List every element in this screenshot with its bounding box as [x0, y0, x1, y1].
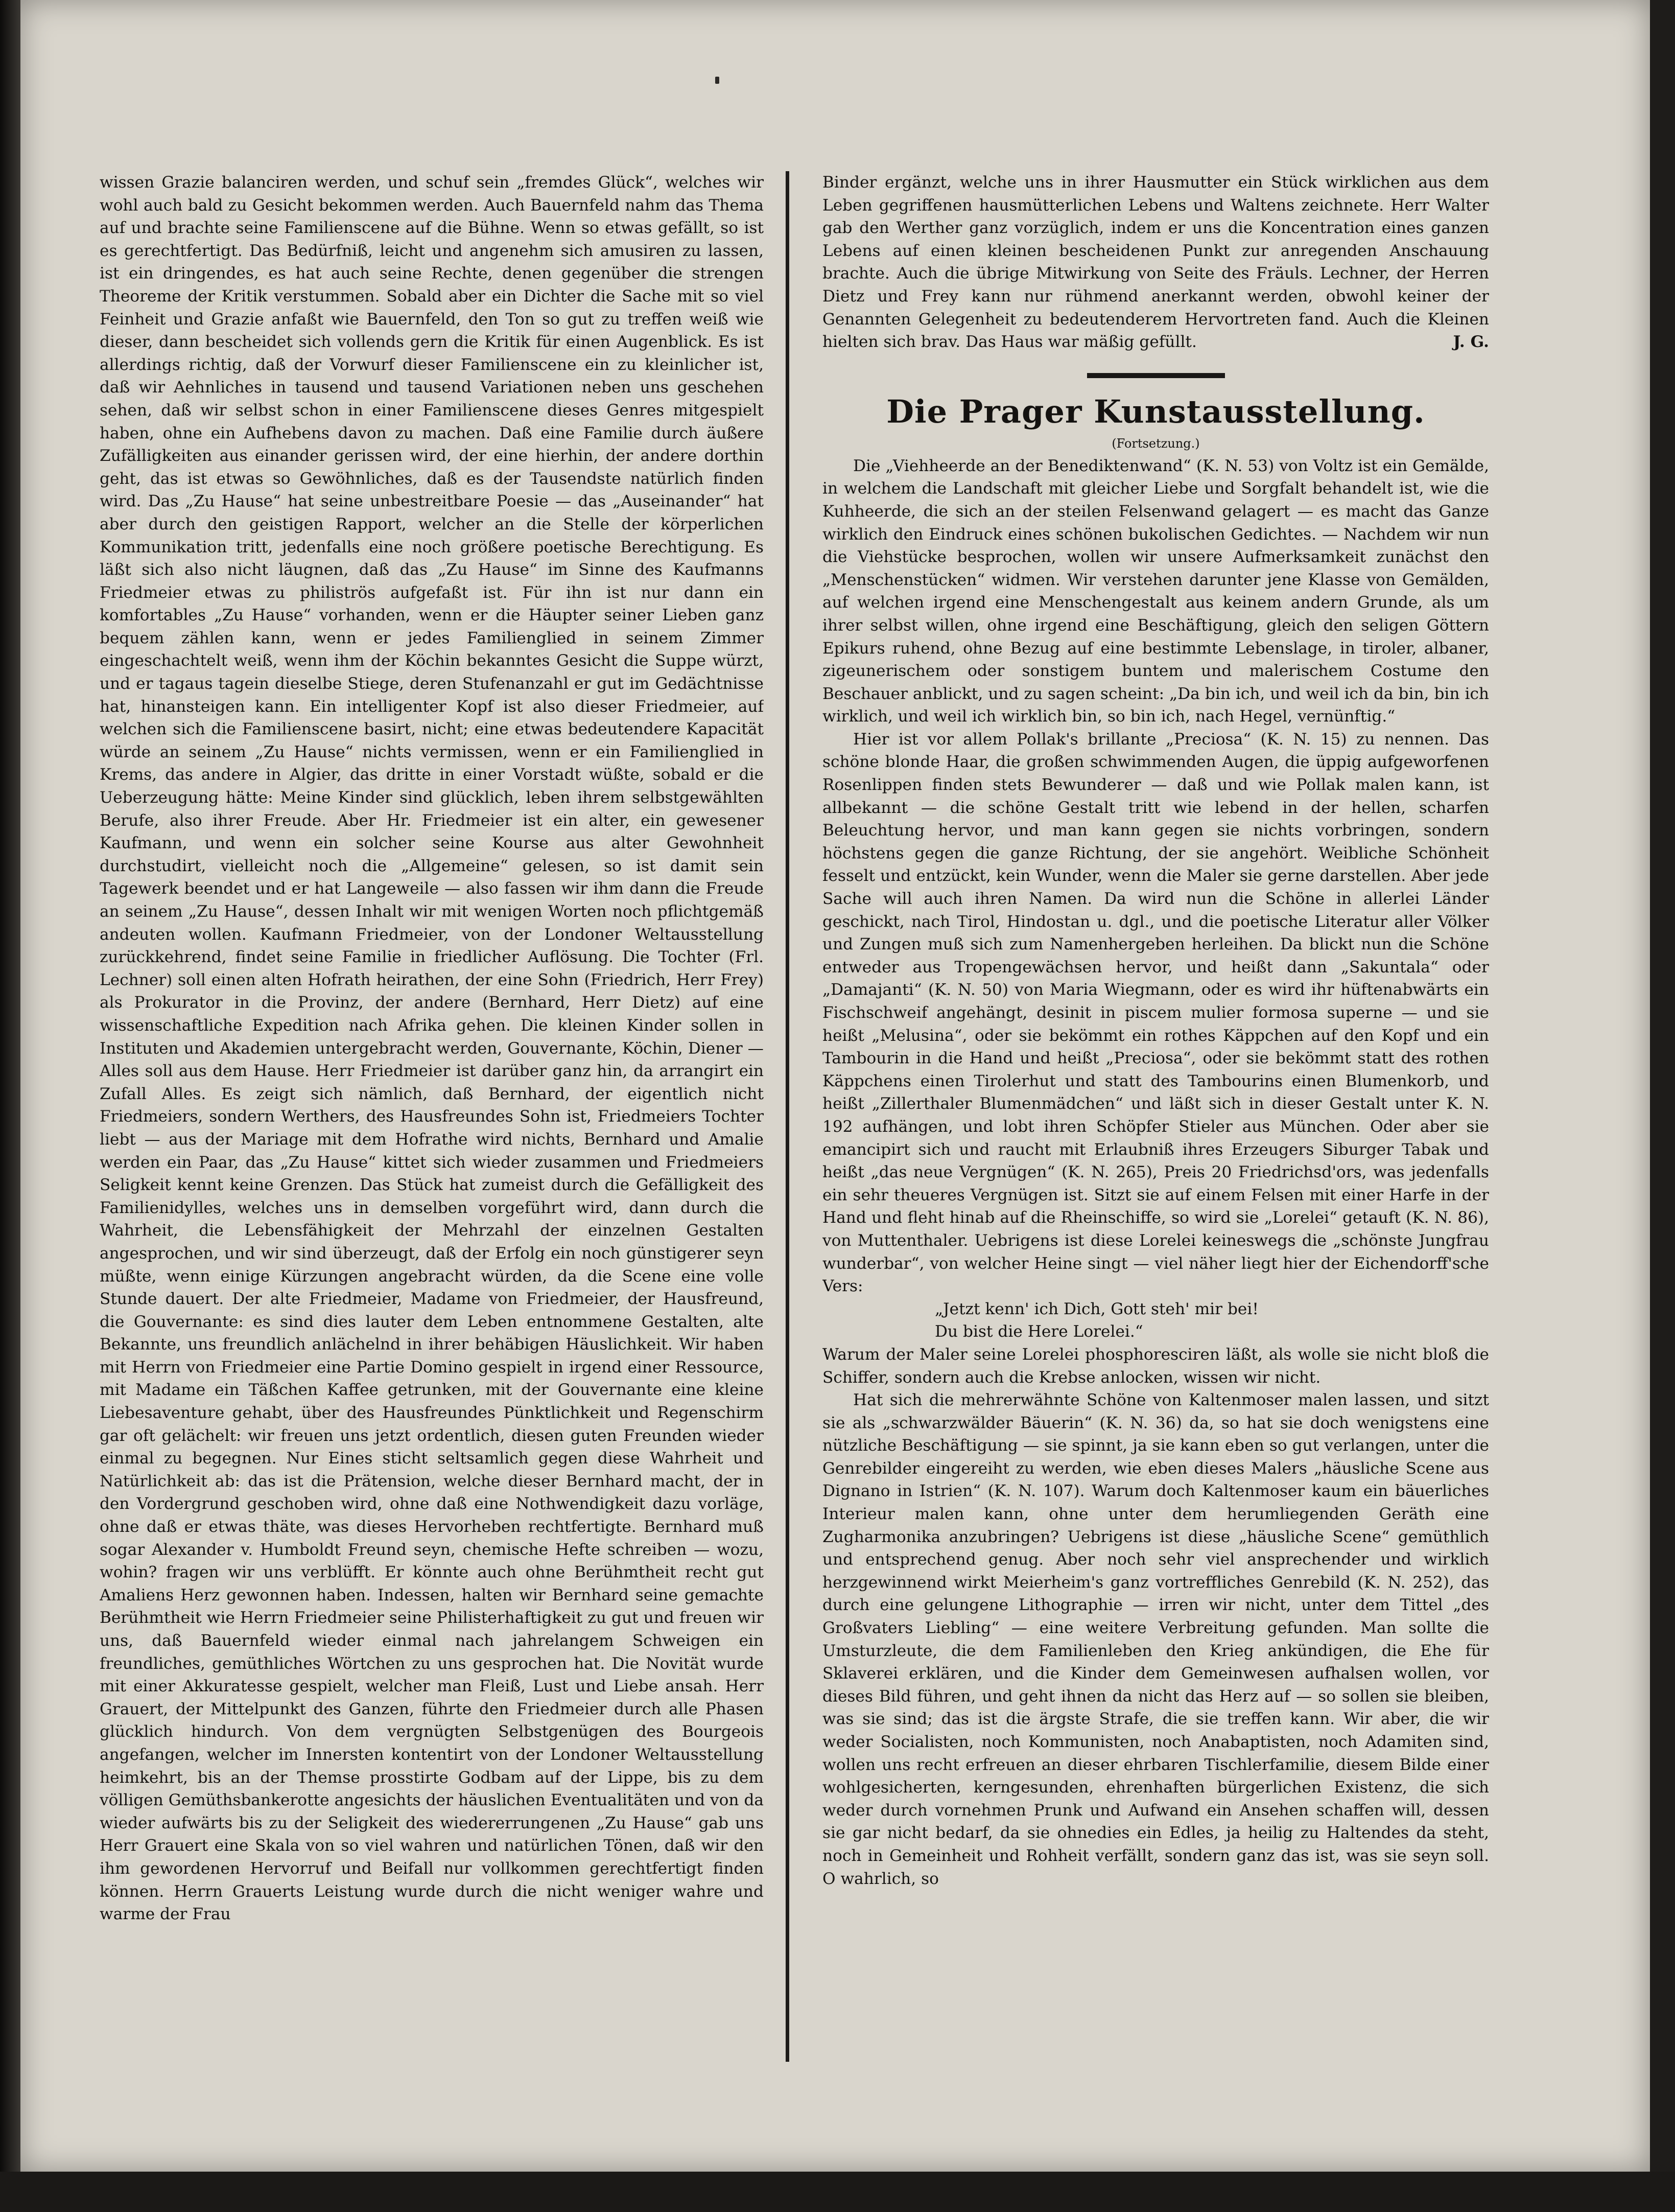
quoted-verse-line: „Jetzt kenn' ich Dich, Gott steh' mir bei!	[935, 1299, 1259, 1318]
review-text: Binder ergänzt, welche uns in ihrer Hausmutter ein Stück wirklichen aus dem Leben gegriffenen hausmütterlichen Lebens und Waltens zeichnete. Herr Walter gab den Werther ganz vorzüglich, indem er uns die Koncentration eines ganzen Lebens auf einen kleinen bescheidenen Punkt zur anregenden Anschauung brachte. Auch die übrige Mitwirkung von Seite des Fräuls. Lechner, der Herren Dietz und Frey kann nur rühmend anerkannt werden, obwohl keiner der Genannten Gelegenheit zu bedeutenderem Hervortreten fand. Auch die Kleinen hielten sich brav. Das Haus war mäßig gefüllt.	[822, 173, 1489, 352]
theatre-review-conclusion	[822, 171, 1489, 354]
author-signature: J. G.	[1453, 333, 1489, 352]
print-mark	[715, 77, 719, 84]
section-rule	[1087, 373, 1225, 378]
article-title: Die Prager Kunstausstellung.	[886, 392, 1425, 430]
page-edge-right	[1650, 0, 1675, 2212]
left-column-text: wissen Grazie balanciren werden, und schuf sein „fremdes Glück“, welches wir wohl auch bald zu Gesicht bekommen werden. Auch Bauernfeld nahm das Thema auf und brachte seine Familienscene auf die Bühne. Wenn so etwas gefällt, so ist es gerechtfertigt. Das Bedürfniß, leicht und angenehm sich amusiren zu lassen, ist ein dringendes, es hat auch seine Rechte, denen gegenüber die strengen Theoreme der Kritik verstummen. Sobald aber ein Dichter die Sache mit so viel Feinheit und Grazie anfaßt wie Bauernfeld, den Ton so gut zu treffen weiß wie dieser, dann bescheidet sich vollends gern die Kritik für einen Augenblick. Es ist allerdings richtig, daß der Vorwurf dieser Familienscene ein zu kleinlicher ist, daß wir Aehnliches in tausend und tausend Variationen neben uns geschehen sehen, daß wir selbst schon in einer Familienscene dieses Genres mitgespielt haben, ohne ein Aufhebens davon zu machen. Daß eine Familie durch äußere Zufälligkeiten aus einander gerissen wird, der eine hierhin, der andere dorthin geht, das ist etwas so Gewöhnliches, daß es der Tausendste natürlich finden wird. Das „Zu Hause“ hat seine unbestreitbare Poesie — das „Auseinander“ hat aber durch den geistigen Rapport, welcher an die Stelle der körperlichen Kommunikation tritt, jedenfalls eine noch größere poetische Berechtigung. Es läßt sich also nicht läugnen, daß das „Zu Hause“ im Sinne des Kaufmanns Friedmeier etwas zu philiströs aufgefaßt ist. Für ihn ist nur dann ein komfortables „Zu Hause“ vorhanden, wenn er die Häupter seiner Lieben ganz bequem zählen kann, wenn er jedes Familienglied in seinem Zimmer eingeschachtelt weiß, wenn ihm der Köchin bekanntes Gesicht die Suppe würzt, und er tagaus tagein dieselbe Stiege, deren Stufenanzahl er gut im Gedächtnisse hat, hinansteigen kann. Ein intelligenter Kopf ist also dieser Friedmeier, auf welchen sich die Familienscene basirt, nicht; eine etwas bedeutendere Kapacität würde an seinem „Zu Hause“ nichts vermissen, wenn er ein Familienglied in Krems, das andere in Algier, das dritte in einer Vorstadt wüßte, sobald er die Ueberzeugung hätte: Meine Kinder sind glücklich, leben ihrem selbstgewählten Berufe, also ihrer Freude. Aber Hr. Friedmeier ist ein alter, ein gewesener Kaufmann, und wenn ein solcher seine Kourse aus alter Gewohnheit durchstudirt, vielleicht noch die „Allgemeine“ gelesen, so ist damit sein Tagewerk beendet und er hat Langeweile — also fassen wir ihm dann die Freude an seinem „Zu Hause“, dessen Inhalt wir mit wenigen Worten noch pflichtgemäß andeuten wollen. Kaufmann Friedmeier, von der Londoner Weltausstellung zurückkehrend, findet seine Familie in friedlicher Auflösung. Die Tochter (Frl. Lechner) soll einen alten Hofrath heirathen, der eine Sohn (Friedrich, Herr Frey) als Prokurator in die Provinz, der andere (Bernhard, Herr Dietz) auf eine wissenschaftliche Expedition nach Afrika gehen. Die kleinen Kinder sollen in Instituten und Akademien untergebracht werden, Gouvernante, Köchin, Diener — Alles soll aus dem Hause. Herr Friedmeier ist darüber ganz hin, da arrangirt ein Zufall Alles. Es zeigt sich nämlich, daß Bernhard, der eigentlich nicht Friedmeiers, sondern Werthers, des Hausfreundes Sohn ist, Friedmeiers Tochter liebt — aus der Mariage mit dem Hofrathe wird nichts, Bernhard und Amalie werden ein Paar, das „Zu Hause“ kittet sich wieder zusammen und Friedmeiers Seligkeit kennt keine Grenzen. Das Stück hat zumeist durch die Gefälligkeit des Familienidylles, welches uns in demselben vorgeführt wird, dann durch die Wahrheit, die Lebensfähigkeit der Mehrzahl der einzelnen Gestalten angesprochen, und wir sind überzeugt, daß der Erfolg ein noch günstigerer seyn müßte, wenn einige Kürzungen angebracht würden, da die Scene eine volle Stunde dauert. Der alte Friedmeier, Madame von Friedmeier, der Hausfreund, die Gouvernante: es sind dies lauter dem Leben entnommene Gestalten, alte Bekannte, uns freundlich anlächelnd in ihrer behäbigen Häuslichkeit. Wir haben mit Herrn von Friedmeier eine Partie Domino gespielt in irgend einer Ressource, mit Madame ein Täßchen Kaffee getrunken, mit der Gouvernante eine kleine Liebesaventure gehabt, über des Hausfreundes Pünktlichkeit und Regenschirm gar oft gelächelt: wir freuen uns jetzt ordentlich, diesen guten Freunden wieder einmal zu begegnen. Nur Eines sticht seltsamlich gegen diese Wahrheit und Natürlichkeit ab: das ist die Prätension, welche dieser Bernhard macht, der in den Vordergrund geschoben wird, ohne daß eine Nothwendigkeit dazu vorläge, ohne daß er etwas thäte, was dieses Hervorheben rechtfertigte. Bernhard muß sogar Alexander v. Humboldt Freund seyn, chemische Hefte schreiben — wozu, wohin? fragen wir uns verblüfft. Er könnte auch ohne Berühmtheit recht gut Amaliens Herz gewonnen haben. Indessen, halten wir Bernhard seine gemachte Berühmtheit wie Herrn Friedmeier seine Philisterhaftigkeit zu gut und freuen wir uns, daß Bauernfeld wieder einmal nach jahrelangem Schweigen ein freundliches, gemüthliches Wörtchen zu uns gesprochen hat. Die Novität wurde mit einer Akkuratesse gespielt, welcher man Fleiß, Lust und Liebe ansah. Herr Grauert, der Mittelpunkt des Ganzen, führte den Friedmeier durch alle Phasen glücklich hindurch. Von dem vergnügten Selbstgenügen des Bourgeois angefangen, welcher im Innersten kontentirt von der Londoner Weltausstellung heimkehrt, bis an der Themse prosstirte Godbam auf der Lippe, bis zu dem völligen Gemüthsbankerotte angesichts der häuslichen Eventualitäten und von da wieder aufwärts bis zu der Seligkeit des wiedererrungenen „Zu Hause“ gab uns Herr Grauert eine Skala von so viel wahren und natürlichen Tönen, daß wir den ihm gewordenen Hervorruf und Beifall nur vollkommen gerechtfertigt finden können. Herrn Grauerts Leistung wurde durch die nicht weniger wahre und warme der Frau	[100, 173, 764, 1924]
article-subtitle: (Fortsetzung.)	[1112, 436, 1200, 451]
page-edge-bottom	[0, 2172, 1675, 2212]
article-paragraph: Die „Viehheerde an der Benediktenwand“ (K. N. 53) von Voltz ist ein Gemälde, in welchem die Landschaft mit gleicher Liebe und Sorgfalt behandelt ist, wie die Kuhheerde, die sich an der steilen Felsenwand gelagert — es macht das Ganze wirklich den Eindruck eines schönen bukolischen Gedichtes. — Nachdem wir nun die Viehstücke besprochen, wollen wir unsere Aufmerksamkeit zunächst den „Menschenstücken“ widmen. Wir verstehen darunter jene Klasse von Gemälden, auf welchen irgend eine Menschengestalt aus keinem andern Grunde, als um ihrer selbst willen, ohne irgend eine Beschäftigung, gleich den seligen Göttern Epikurs ruhend, ohne Bezug auf eine bestimmte Lebenslage, in tiroler, albaner, zigeunerischem oder sonstigem buntem und malerischem Costume den Beschauer anblickt, und zu sagen scheint: „Da bin ich, und weil ich da bin, bin ich wirklich, und weil ich wirklich bin, so bin ich, nach Hegel, vernünftig.“	[822, 456, 1489, 726]
quoted-verse-line: Du bist die Here Lorelei.“	[935, 1322, 1143, 1341]
left-column	[100, 171, 764, 2043]
article-paragraph: Warum der Maler seine Lorelei phosphoresciren läßt, als wolle sie nicht bloß die Schiffer, sondern auch die Krebse anlocken, wissen wir nicht.	[822, 1345, 1489, 1387]
binding-gutter	[0, 0, 20, 2212]
column-divider	[786, 171, 789, 2062]
right-column	[822, 171, 1489, 2043]
article-paragraph: Hier ist vor allem Pollak's brillante „Preciosa“ (K. N. 15) zu nennen. Das schöne blonde Haar, die großen schwimmenden Augen, die üppig aufgeworfenen Rosenlippen finden stets Bewunderer — daß und wie Pollak malen kann, ist allbekannt — die schöne Gestalt tritt wie lebend in der hellen, scharfen Beleuchtung hervor, und man kann gegen sie nichts vorbringen, sondern höchstens gegen die ganze Richtung, der sie angehört. Weibliche Schönheit fesselt und entzückt, kein Wunder, wenn die Maler sie gerne darstellen. Aber jede Sache will auch ihren Namen. Da wird nun die Schöne in allerlei Länder geschickt, nach Tirol, Hindostan u. dgl., und die poetische Literatur aller Völker und Zungen muß sich zum Namenhergeben herleihen. Da blickt nun die Schöne entweder aus Tropengewächsen hervor, und heißt dann „Sakuntala“ oder „Damajanti“ (K. N. 50) von Maria Wiegmann, oder es wird ihr hüftenabwärts ein Fischschweif angehängt, desinit in piscem mulier formosa superne — und sie heißt „Melusina“, oder sie bekömmt ein rothes Käppchen auf den Kopf und ein Tambourin in die Hand und heißt „Preciosa“, oder sie bekömmt statt des rothen Käppchens einen Tirolerhut und statt des Tambourins einen Blumenkorb, und heißt „Zillerthaler Blumenmädchen“ und läßt sich in dieser Gestalt unter K. N. 192 aufhängen, und lobt ihren Schöpfer Stieler aus München. Oder aber sie emancipirt sich und raucht mit Erlaubniß ihres Erzeugers Siburger Tabak und heißt „das neue Vergnügen“ (K. N. 265), Preis 20 Friedrichsd'ors, was jedenfalls ein sehr theueres Vergnügen ist. Sitzt sie auf einem Felsen mit einer Harfe in der Hand und fleht hinab auf die Rheinschiffe, so wird sie „Lorelei“ getauft (K. N. 86), von Muttenthaler. Uebrigens ist diese Lorelei keineswegs die „schönste Jungfrau wunderbar“, von welcher Heine singt — viel näher liegt hier der Eichendorff'sche Vers:	[822, 730, 1489, 1296]
article-paragraph: Hat sich die mehrerwähnte Schöne von Kaltenmoser malen lassen, und sitzt sie als „schwarzwälder Bäuerin“ (K. N. 36) da, so hat sie doch wenigstens eine nützliche Beschäftigung — sie spinnt, ja sie kann eben so gut verlangen, unter die Genrebilder eingereiht zu werden, wie eben dieses Malers „häusliche Scene aus Dignano in Istrien“ (K. N. 107). Warum doch Kaltenmoser kaum ein bäuerliches Interieur malen kann, ohne unter dem herumliegenden Geräth eine Zugharmonika anzubringen? Uebrigens ist diese „häusliche Scene“ gemüthlich und entsprechend genug. Aber noch sehr viel ansprechender und wirklich herzgewinnend wirkt Meierheim's ganz vortreffliches Genrebild (K. N. 252), das durch eine gelungene Lithographie — irren wir nicht, unter dem Tittel „des Großvaters Liebling“ — eine weitere Verbreitung gefunden. Man sollte die Umsturzleute, die dem Familienleben den Krieg ankündigen, die Ehe für Sklaverei erklären, und die Kinder dem Gemeinwesen aufhalsen wollen, vor dieses Bild führen, und geht ihnen da nicht das Herz auf — so sollen sie bleiben, was sie sind; das ist die ärgste Strafe, die sie treffen kann. Wir aber, die wir weder Socialisten, noch Kommunisten, noch Anabaptisten, noch Adamiten sind, wollen uns recht erfreuen an dieser ehrbaren Tischlerfamilie, diesem Bilde einer wohlgesicherten, kerngesunden, ehrenhaften bürgerlichen Existenz, die sich weder durch vornehmen Prunk und Aufwand ein Ansehen schaffen will, dessen sie gar nicht bedarf, da sie ohnedies ein Edles, ja heilig zu Haltendes da steht, noch in Gemeinheit und Rohheit verfällt, sondern ganz das ist, was sie seyn soll. O wahrlich, so	[822, 1391, 1489, 1888]
